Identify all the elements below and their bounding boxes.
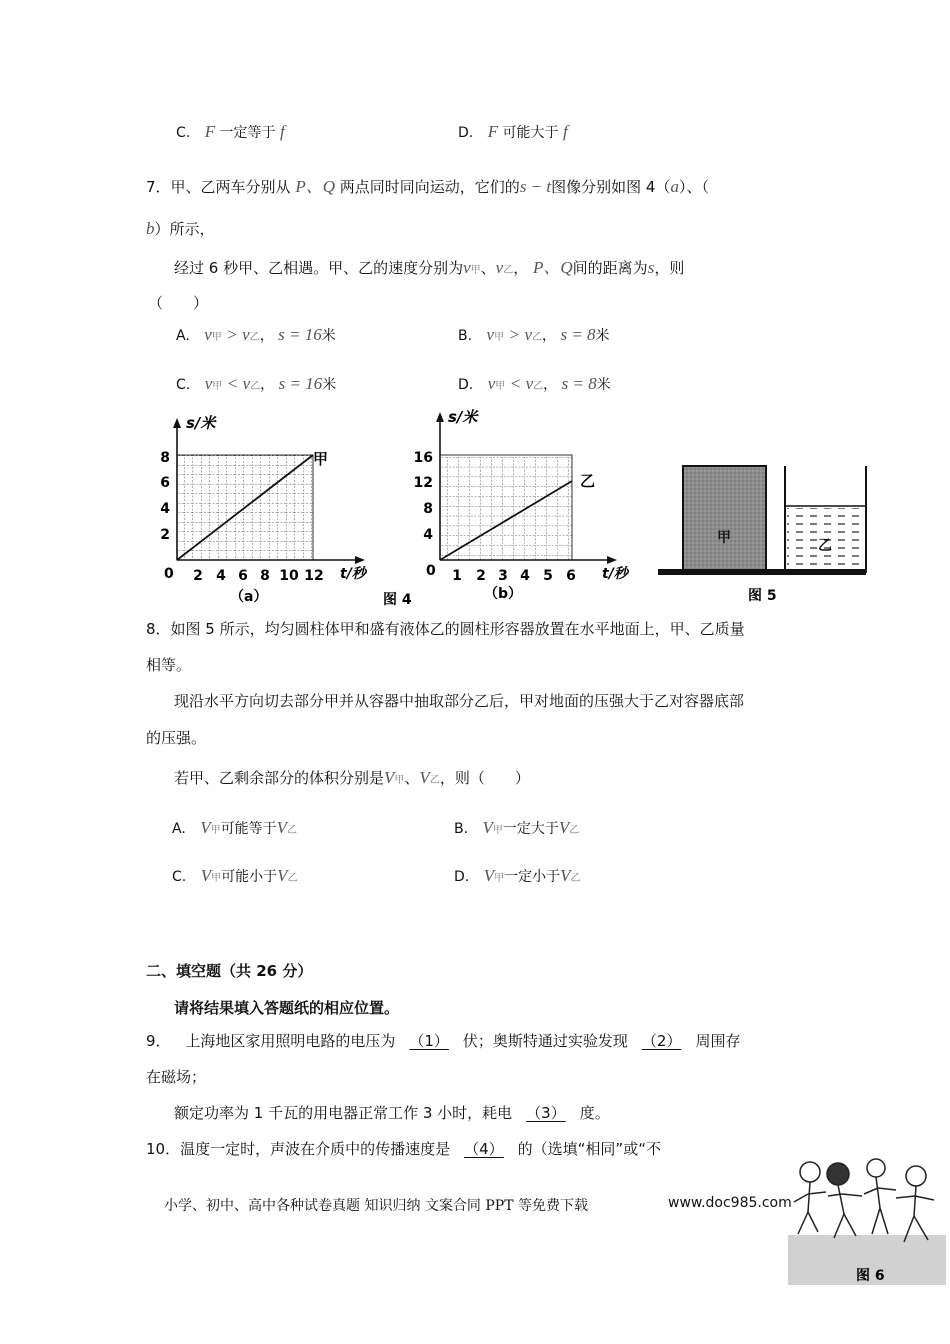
graph-a-xlabel: t/秒 (340, 566, 366, 582)
figure-6-children-illustration (788, 1150, 946, 1286)
graph-b-ytick: 4 (423, 527, 433, 543)
graph-b-sublabel: （b） (484, 586, 523, 602)
q9-blank-2: （2） (641, 1032, 682, 1050)
q9-line3: 额定功率为 1 千瓦的用电器正常工作 3 小时，耗电 （3） 度。 (174, 1104, 610, 1122)
graph-a-xtick: 2 (193, 568, 203, 584)
graph-a (160, 414, 369, 605)
graph-b-xtick: 6 (566, 568, 576, 584)
graph-a-origin: 0 (164, 566, 174, 582)
liquid-yi-label: 乙 (818, 538, 832, 554)
q7-option-c: C. v甲 < v乙， s = 16米 (176, 374, 337, 393)
graph-b-line-label: 乙 (580, 472, 596, 490)
graph-a-xtick: 8 (260, 568, 270, 584)
q8-stem-line2b: 的压强。 (146, 729, 207, 747)
q7-option-b: B. v甲 > v乙， s = 8米 (458, 325, 610, 344)
q8-option-a: A. V甲可能等于V乙 (172, 818, 298, 837)
q8-stem-line1b: 相等。 (146, 656, 192, 674)
graph-a-ylabel: s/米 (186, 414, 216, 432)
graph-b (414, 408, 631, 602)
q8-option-b: B. V甲一定大于V乙 (454, 818, 580, 837)
figure-5 (658, 466, 866, 604)
graph-b-ytick: 12 (413, 475, 433, 491)
q9-line1: 9． 上海地区家用照明电路的电压为 （1） 伏；奥斯特通过实验发现 （2） 周围存 (146, 1032, 741, 1050)
graph-b-xtick: 4 (520, 568, 530, 584)
graph-a-x-arrow (355, 556, 365, 564)
graph-b-ytick: 16 (413, 450, 433, 466)
q9-line2: 在磁场； (146, 1068, 207, 1086)
q7-stem-line2: 经过 6 秒甲、乙相遇。甲、乙的速度分别为v甲、v乙， P、Q间的距离为s，则 (174, 258, 685, 277)
graph-a-xtick: 10 (279, 568, 299, 584)
cylinder-jia-label: 甲 (717, 530, 731, 546)
ground (658, 569, 866, 575)
q9-blank-3: （3） (526, 1104, 566, 1122)
cylinder-jia (683, 466, 766, 573)
q8-stem-line1: 8．如图 5 所示，均匀圆柱体甲和盛有液体乙的圆柱形容器放置在水平地面上，甲、乙质量 (146, 620, 745, 638)
q8-stem-line2: 现沿水平方向切去部分甲并从容器中抽取部分乙后，甲对地面的压强大于乙对容器底部 (174, 692, 745, 710)
q10-blank-4: （4） (464, 1140, 504, 1158)
graph-a-y-arrow (173, 418, 181, 428)
q6-option-d: D. F 可能大于 f (458, 122, 568, 141)
q7-stem-line1-cont: b）所示， (146, 219, 215, 238)
q9-blank-1: （1） (409, 1032, 449, 1050)
graph-a-ytick: 8 (160, 450, 170, 466)
graph-b-xtick: 5 (543, 568, 553, 584)
graph-b-xtick: 3 (498, 568, 508, 584)
graph-a-xtick: 6 (238, 568, 248, 584)
q7-option-d: D. v甲 < v乙， s = 8米 (458, 374, 611, 393)
figures-4-5 (150, 408, 880, 610)
q6-option-c: C. F 一定等于 f (176, 122, 285, 141)
graph-a-xtick: 12 (304, 568, 324, 584)
graph-a-sublabel: （a） (230, 589, 268, 605)
graph-b-xtick: 2 (476, 568, 486, 584)
graph-a-line-label: 甲 (313, 450, 329, 468)
graph-a-ytick: 4 (160, 501, 170, 517)
graph-a-xtick: 4 (216, 568, 226, 584)
graph-b-x-arrow (607, 556, 617, 564)
graph-a-ytick: 6 (160, 475, 170, 491)
figure-6-caption: 图 6 (856, 1268, 885, 1284)
graph-b-xlabel: t/秒 (602, 566, 628, 582)
q8-option-d: D. V甲一定小于V乙 (454, 866, 581, 885)
graph-b-ytick: 8 (423, 501, 433, 517)
q8-option-c: C. V甲可能小于V乙 (172, 866, 298, 885)
figure-5-caption: 图 5 (748, 588, 777, 604)
q10-line1: 10．温度一定时，声波在介质中的传播速度是 （4） 的（选填“相同”或“不 (146, 1140, 661, 1158)
footer-url[interactable]: www.doc985.com (668, 1195, 792, 1211)
q7-option-a: A. v甲 > v乙， s = 16米 (176, 325, 336, 344)
graph-b-xtick: 1 (452, 568, 462, 584)
q7-answer-paren: （ ） (148, 294, 209, 312)
graph-b-y-arrow (436, 412, 444, 422)
section-2-instruction: 请将结果填入答题纸的相应位置。 (174, 999, 400, 1017)
graph-b-grid (440, 455, 572, 560)
section-2-title: 二、填空题（共 26 分） (146, 962, 313, 980)
q8-stem-line3: 若甲、乙剩余部分的体积分别是V甲、V乙，则（ ） (174, 768, 530, 787)
graph-b-origin: 0 (426, 563, 436, 579)
q7-stem-line1: 7．甲、乙两车分别从 P、Q 两点同时同向运动，它们的s − t图像分别如图 4（a）、（ (146, 177, 709, 196)
footer-text: 小学、初中、高中各种试卷真题 知识归纳 文案合同 PPT 等免费下载 (164, 1198, 588, 1214)
graph-a-ytick: 2 (160, 527, 170, 543)
figure-4-caption: 图 4 (383, 592, 412, 608)
graph-b-ylabel: s/米 (448, 408, 478, 426)
